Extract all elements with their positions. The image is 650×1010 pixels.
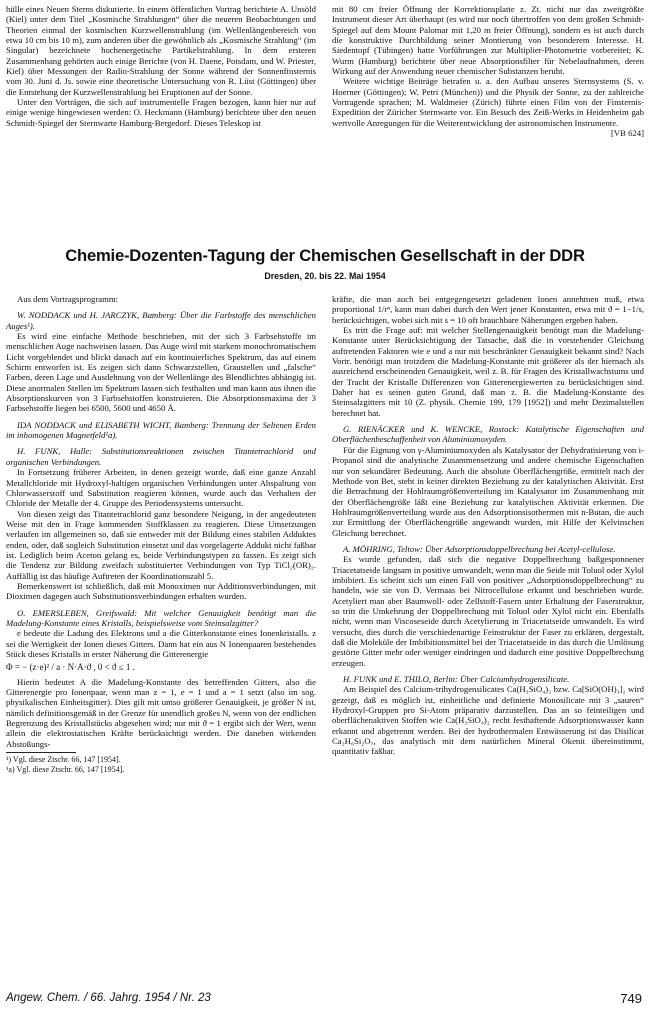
top-right-column (332, 4, 644, 138)
page-number: 749 (620, 991, 642, 1006)
lecture-heading: O. EMERSLEBEN, Greifswald: Mit welcher Genauigkeit benötigt man die Madelung-Konstante eines Kristalls, beispielsweise vom Steinsalzgitter? (6, 607, 316, 628)
lecture-heading: G. RIENÄCKER und K. WENCKE, Rostock: Katalytische Eigenschaften und Oberflächenbeschaffenheit von Aluminiumoxyden. (332, 424, 644, 445)
paragraph: mit 80 cm freier Öffnung der Korrektionsplatte z. Zt. nicht nur das zweitgrößte Instrument dieser Art überhaupt (es wird nur noch übertroffen von dem großen Schmidt-Spiegel auf dem Mount Palomar mit 1,20 m freier Öffnung), sondern es ist auch durch die konstruktive Durchbildung seiner Montierung von besonderem Interesse. H. Siedentopf (Tübingen) hatte Vorführungen zur Multiplier-Photometrie vorbereitet; K. Wurm (Hamburg) berichtete über neue Absorptionsfilter für Nebelaufnahmen, deren Wirkung auf der Anwendung neuer chemischer Substanzen beruht. (332, 4, 644, 77)
paragraph: Unter den Vorträgen, die sich auf instrumentelle Fragen bezogen, kann hier nur auf einige wenige hingewiesen werden: O. Heckmann (Hamburg) berichtete über den neuen Schmidt-Spiegel der Sternwarte Hamburg-Bergedorf. Dieses Teleskop ist (6, 97, 316, 128)
paragraph: Von diesen zeigt das Titantetrachlorid ganz besondere Neigung, in der angedeuteten Weise mit den in Frage kommenden Stoffklassen zu reagieren. Diese Umsetzungen verlaufen im allgemeinen so, daß sie entweder mit der Bildung eines stabilen Adduktes enden, oder, daß sogleich Substitution einsetzt und das vorgelagerte Addukt nicht faßbar ist. Lediglich beim Aceton gelang es, beide Verbindungstypen zu fassen. Es zeigt sich die Tendenz zur Bildung zweifach substituierter Verbindungen von Typ TiCl₂(OR)₂. Auffällig ist das häufige Auftreten der Koordinationszahl 5. (6, 508, 316, 581)
paragraph: e bedeute die Ladung des Elektrons und a die Gitterkonstante eines Ionenkristalls. z sei die Wertigkeit der Ionen dieses Gitters. Dann hat ein aus N Ionenpaaren bestehendes Stück dieses Kristalls in erster Näherung die Gitterenergie (6, 628, 316, 659)
footnote: ¹a) Vgl. diese Ztschr. 66, 147 [1954]. (6, 764, 125, 774)
paragraph: hülle eines Neuen Sterns diskutierte. In einem öffentlichen Vortrag berichtete A. Unsöld (Kiel) unter dem Titel „Kosmische Strahlungen“ über die neueren Beobachtungen und Theorien einmal der kosmischen Kurzwellenstrahlung (im Wellenlängenbereich von etwa 10 cm bis 10 m), zum anderen über die gewöhnlich als „Kosmische Strahlung“ (im Singular) bezeichnete hochenergetische Partikelstrahlung. In dem ersteren Zusammenhang gehörten auch einige Berichte (von H. Daene, Potsdam, und W. Priester, Kiel) über Messungen der Radio-Strahlung der Sonne während der Sonnenfinsternis vom 30. Juni d. Js. sowie eine theoretische Untersuchung von R. Lüst (Göttingen) über die Entstehung der Kurzwellenstrahlung bei Eruptionen auf der Sonne. (6, 4, 316, 97)
bottom-left-column (6, 294, 316, 774)
paragraph: Es wurde gefunden, daß sich die negative Doppelbrechung baßgesponnener Triacetatseide langsam in positive umwandelt, wenn man die Seide mit Toluol oder Xylol imbibiert. Es scheint sich um einen Fall von positiver „Adsorptionsdoppelbrechung“ zu handeln, wie sie von D. Vermaas bei Nitrocellulose erkannt und beschrieben wurde. Acetyliert man aber Baumwoll- oder Zellstoff-Fasern unter Erhaltung der Faserstruktur, so tritt die Umkehrung der Doppelbrechung mit Toluol oder Xylol nicht ein. Ebenfalls nicht, wenn man Viscoseseide durch Acetylierung in Triacetatseide umwandelt. Es wird versucht, dies durch die verschiedenartige Feinstruktur der Faser zu erklären, dergestalt, daß die Moleküle der Imbibitionsmittel bei der Triacetatseide in das durch die Umlösung gestörte Gitter mehr oder weniger eindringen und dadurch eine positive Doppelbrechung erzeugen. (332, 554, 644, 668)
paragraph: Bemerkenswert ist schließlich, daß mit Monoximen nur Additionsverbindungen, mit Dioximen dagegen auch Substitutionsverbindungen erhalten wurden. (6, 580, 316, 602)
lecture-heading: A. MÖHRING, Teltow: Über Adsorptionsdoppelbrechung bei Acetyl-cellulose. (343, 543, 616, 554)
intro-text: Aus dem Vortragsprogramm: (17, 294, 119, 304)
article-subline: Dresden, 20. bis 22. Mai 1954 (264, 271, 386, 281)
lecture-heading: W. NODDACK und H. JARCZYK, Bamberg: Über die Farbstoffe des menschlichen Auges¹). (6, 310, 316, 331)
report-reference: [VB 624] (610, 128, 644, 139)
paragraph: kräfte, die man auch bei entgegengesetzt geladenen Ionen annehmen muß, etwa proportional 1/rⁿ, kann man dabei durch den Wert jener Konstanten, etwa mit ϑ = 1−1/s, berücksichtigen, wobei sich mit s = 10 oft brauchbare Näherungen ergeben haben. (332, 294, 644, 325)
paragraph: Am Beispiel des Calcium-trihydrogensilicates Ca(H₃SiO₄)₂ bzw. Ca[SiO(OH)₃]₂ wird gezeigt, daß es möglich ist, einheitliche und definierte Monosilicate mit 3 „sauren“ Hydroxyl-Gruppen pro Si-Atom präparativ darzustellen. Das an so feinteiligen und oberflächenaktiven Stoffen wie Ca(H₃SiO₄)₂ recht festhaftende Adsorptionswasser kann erkannt und abgetrennt werden. Bei der hydrothermalen Entwässerung ist das Disilicat Ca₂H₆Si₂O₇, das analytisch mit dem natürlichen Mineral Okenit übereinstimmt, quantitativ faßbar. (332, 684, 644, 757)
footnote: ¹) Vgl. diese Ztschr. 66, 147 [1954]. (6, 755, 121, 765)
article-headline: Chemie-Dozenten-Tagung der Chemischen Gesellschaft in der DDR (65, 246, 585, 265)
lecture-heading: H. FUNK und E. THILO, Berlin: Über Calciumhydrogensilicate. (343, 674, 570, 685)
top-left-column (6, 4, 316, 128)
paragraph: Hierin bedeutet A die Madelung-Konstante des betreffenden Gitters, also die Gitterenergie pro Ionenpaar, wenn man z = 1, e = 1 und a = 1 setzt (also im sog. physikalischen Einheitsgitter). Dies gilt mit umso größerer Genauigkeit, je größer N ist, nämlich definitionsgemäß in der Grenze für unendlich großes N, wenn von der endlichen Begrenzung des Kristallstücks abgesehen wird; nur mit ϑ = 1 ergibt sich der Wert, wenn allein die elektrostatischen Kräfte berücksichtigt werden. Die daneben wirkenden Abstoßungs- (6, 676, 316, 749)
energy-formula: Φ = − (z·e)² / a · N·A·ϑ , 0 < ϑ ≤ 1 . (6, 662, 135, 673)
bottom-right-column (332, 294, 644, 757)
paragraph: Es tritt die Frage auf: mit welcher Stellengenauigkeit benötigt man die Madelung-Konstante unter Berücksichtigung der Tatsache, daß die in vorstehender Gleichung auftretenden Faktoren wie e und a nur mit beschränkter Genauigkeit bekannt sind? Nach Vortr. benötigt man trotzdem die Madelung-Konstante mit größerer als der hiernach als ausreichend erscheinenden Genauigkeit, weil z. B. für Fragen des Kristallwachstums und der Tracht der Kristalle Differenzen von Gitterenergiewerten zu berücksichtigen sind. Daher hat es seinen guten Grund, daß man z. B. die Madelung-Konstante des Steinsalzgitters mit 10 (Z. physik. Chemie 199, 179 [1952]) und mehr Dezimalstellen berechnet hat. (332, 325, 644, 418)
paragraph-text: Weitere wichtige Beiträge betrafen u. a. den Aufbau unseres Sternsystems (S. v. Hoerner (Göttingen); W. Petri (München)) und die Physik der Sonne, zu der zahlreiche Vortragende sprachen; M. Waldmeier (Zürich) führte einen Film von der Finsternis-Expedition der Züricher Sternwarte vor. Ein Besuch des Zeiß-Werks in Heidenheim gab wertvolle Anregungen für die Weiterentwicklung der astronomischen Instrumente. (332, 76, 644, 128)
lecture-heading: H. FUNK, Halle: Substitutionsreaktionen zwischen Titantetrachlorid und organischen Verbindungen. (6, 446, 316, 467)
paragraph: Für die Eignung von γ-Aluminiumoxyden als Katalysator der Dehydratisierung von i-Propanol sind die analytische Zusammensetzung und andere chemische Eigenschaften nur von sekundärer Bedeutung. Auch die absolute Oberflächengröße, ermittelt nach der Methode von Bet, steht in keiner direkten Beziehung zu der katalytischen Aktivität. Erst die Betrachtung der Hohlraumgrößenverteilung im Katalysator im Zusammenhang mit der Oberflächengröße läßt eine Beziehung zur katalytischen Aktivität erkennen. Die Hohlraumgrößenverteilung wurde aus den Adsorptionsisothermen mit n-Butan, die auch zur Ermittlung der Oberflächengröße angewandt wurden, mit Hilfe der Kelvinschen Gleichung berechnet. (332, 444, 644, 538)
footnote-rule (6, 752, 76, 753)
paragraph (332, 76, 644, 139)
paragraph: In Fortsetzung früherer Arbeiten, in denen gezeigt wurde, daß eine ganze Anzahl Metallchloride mit Hydroxyl-haltigen organischen Verbindungen unter Abspaltung von Chlorwasserstoff und Substitution reagieren können, wurde auch das Verhalten der Chloride der Metalle der 4. Gruppe des Periodensystems untersucht. (6, 467, 316, 509)
paragraph: Es wird eine einfache Methode beschrieben, mit der sich 3 Farbsehstoffe im menschlichen Auge nachweisen lassen. Das Auge wird mit starkem monochromatischem Licht vorgeblendet und blickt danach auf ein kontinuierliches Spektrum, das auf einem Schirm entworfen ist. Es zeigen sich dann Schwarzstellen, Graustellen und „falsche“ Farben, deren Lage und Ausdehnung von der Wellenlänge des Blendlichtes abhängig ist. Diese anormalen Stellen im Spektrum lassen sich festhalten und man kann aus ihnen die Absorptionskurven von 3 Farbsehstoffen konstruieren. Die Absorptionsmaxima der 3 Farbsehstoffe liegen bei 6500, 5600 und 4650 Å. (6, 331, 316, 414)
journal-footer: Angew. Chem. / 66. Jahrg. 1954 / Nr. 23 (6, 992, 211, 1004)
lecture-heading: IDA NODDACK und ELISABETH WICHT, Bamberg: Trennung der Seltenen Erden im inhomogenen Magnetfeld¹a). (6, 419, 316, 441)
